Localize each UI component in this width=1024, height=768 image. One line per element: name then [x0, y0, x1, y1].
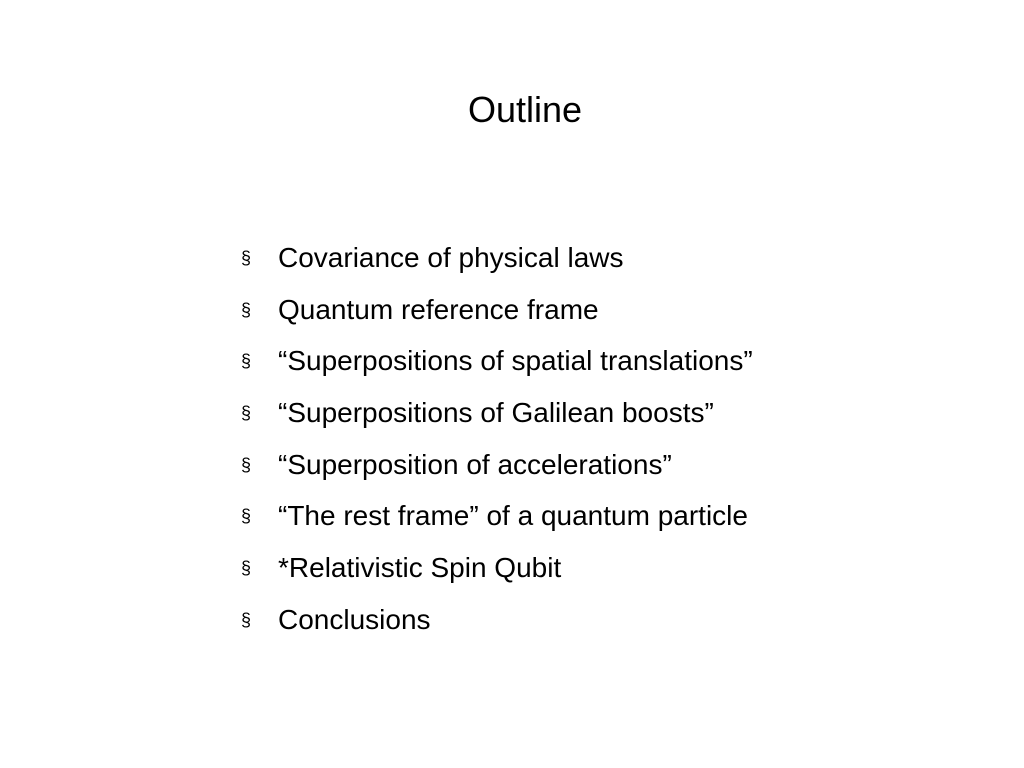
bullet-marker-icon: §: [241, 557, 252, 578]
list-item-text: Quantum reference frame: [278, 293, 599, 325]
bullet-marker-icon: §: [241, 299, 252, 320]
list-item-text: “The rest frame” of a quantum particle: [278, 500, 748, 532]
list-item-text: “Superpositions of spatial translations”: [278, 345, 753, 377]
bullet-marker-icon: §: [241, 351, 252, 372]
bullet-marker-icon: §: [241, 454, 252, 475]
list-item-text: “Superpositions of Galilean boosts”: [278, 396, 714, 428]
list-item: [241, 387, 753, 439]
bullet-marker-icon: §: [241, 247, 252, 268]
list-item-text: Conclusions: [278, 603, 431, 635]
list-item: [241, 232, 753, 284]
list-item-text: Covariance of physical laws: [278, 241, 624, 273]
bullet-marker-icon: §: [241, 506, 252, 527]
list-item: [241, 594, 753, 646]
list-item: [241, 284, 753, 336]
slide-title: Outline: [467, 89, 583, 130]
bullet-list: [241, 232, 753, 646]
list-item: [241, 335, 753, 387]
list-item: [241, 542, 753, 594]
list-item: [241, 490, 753, 542]
bullet-marker-icon: §: [241, 609, 252, 630]
list-item: [241, 439, 753, 491]
list-item-text: “Superposition of accelerations”: [278, 448, 672, 480]
list-item-text: *Relativistic Spin Qubit: [278, 551, 562, 583]
bullet-marker-icon: §: [241, 402, 252, 423]
